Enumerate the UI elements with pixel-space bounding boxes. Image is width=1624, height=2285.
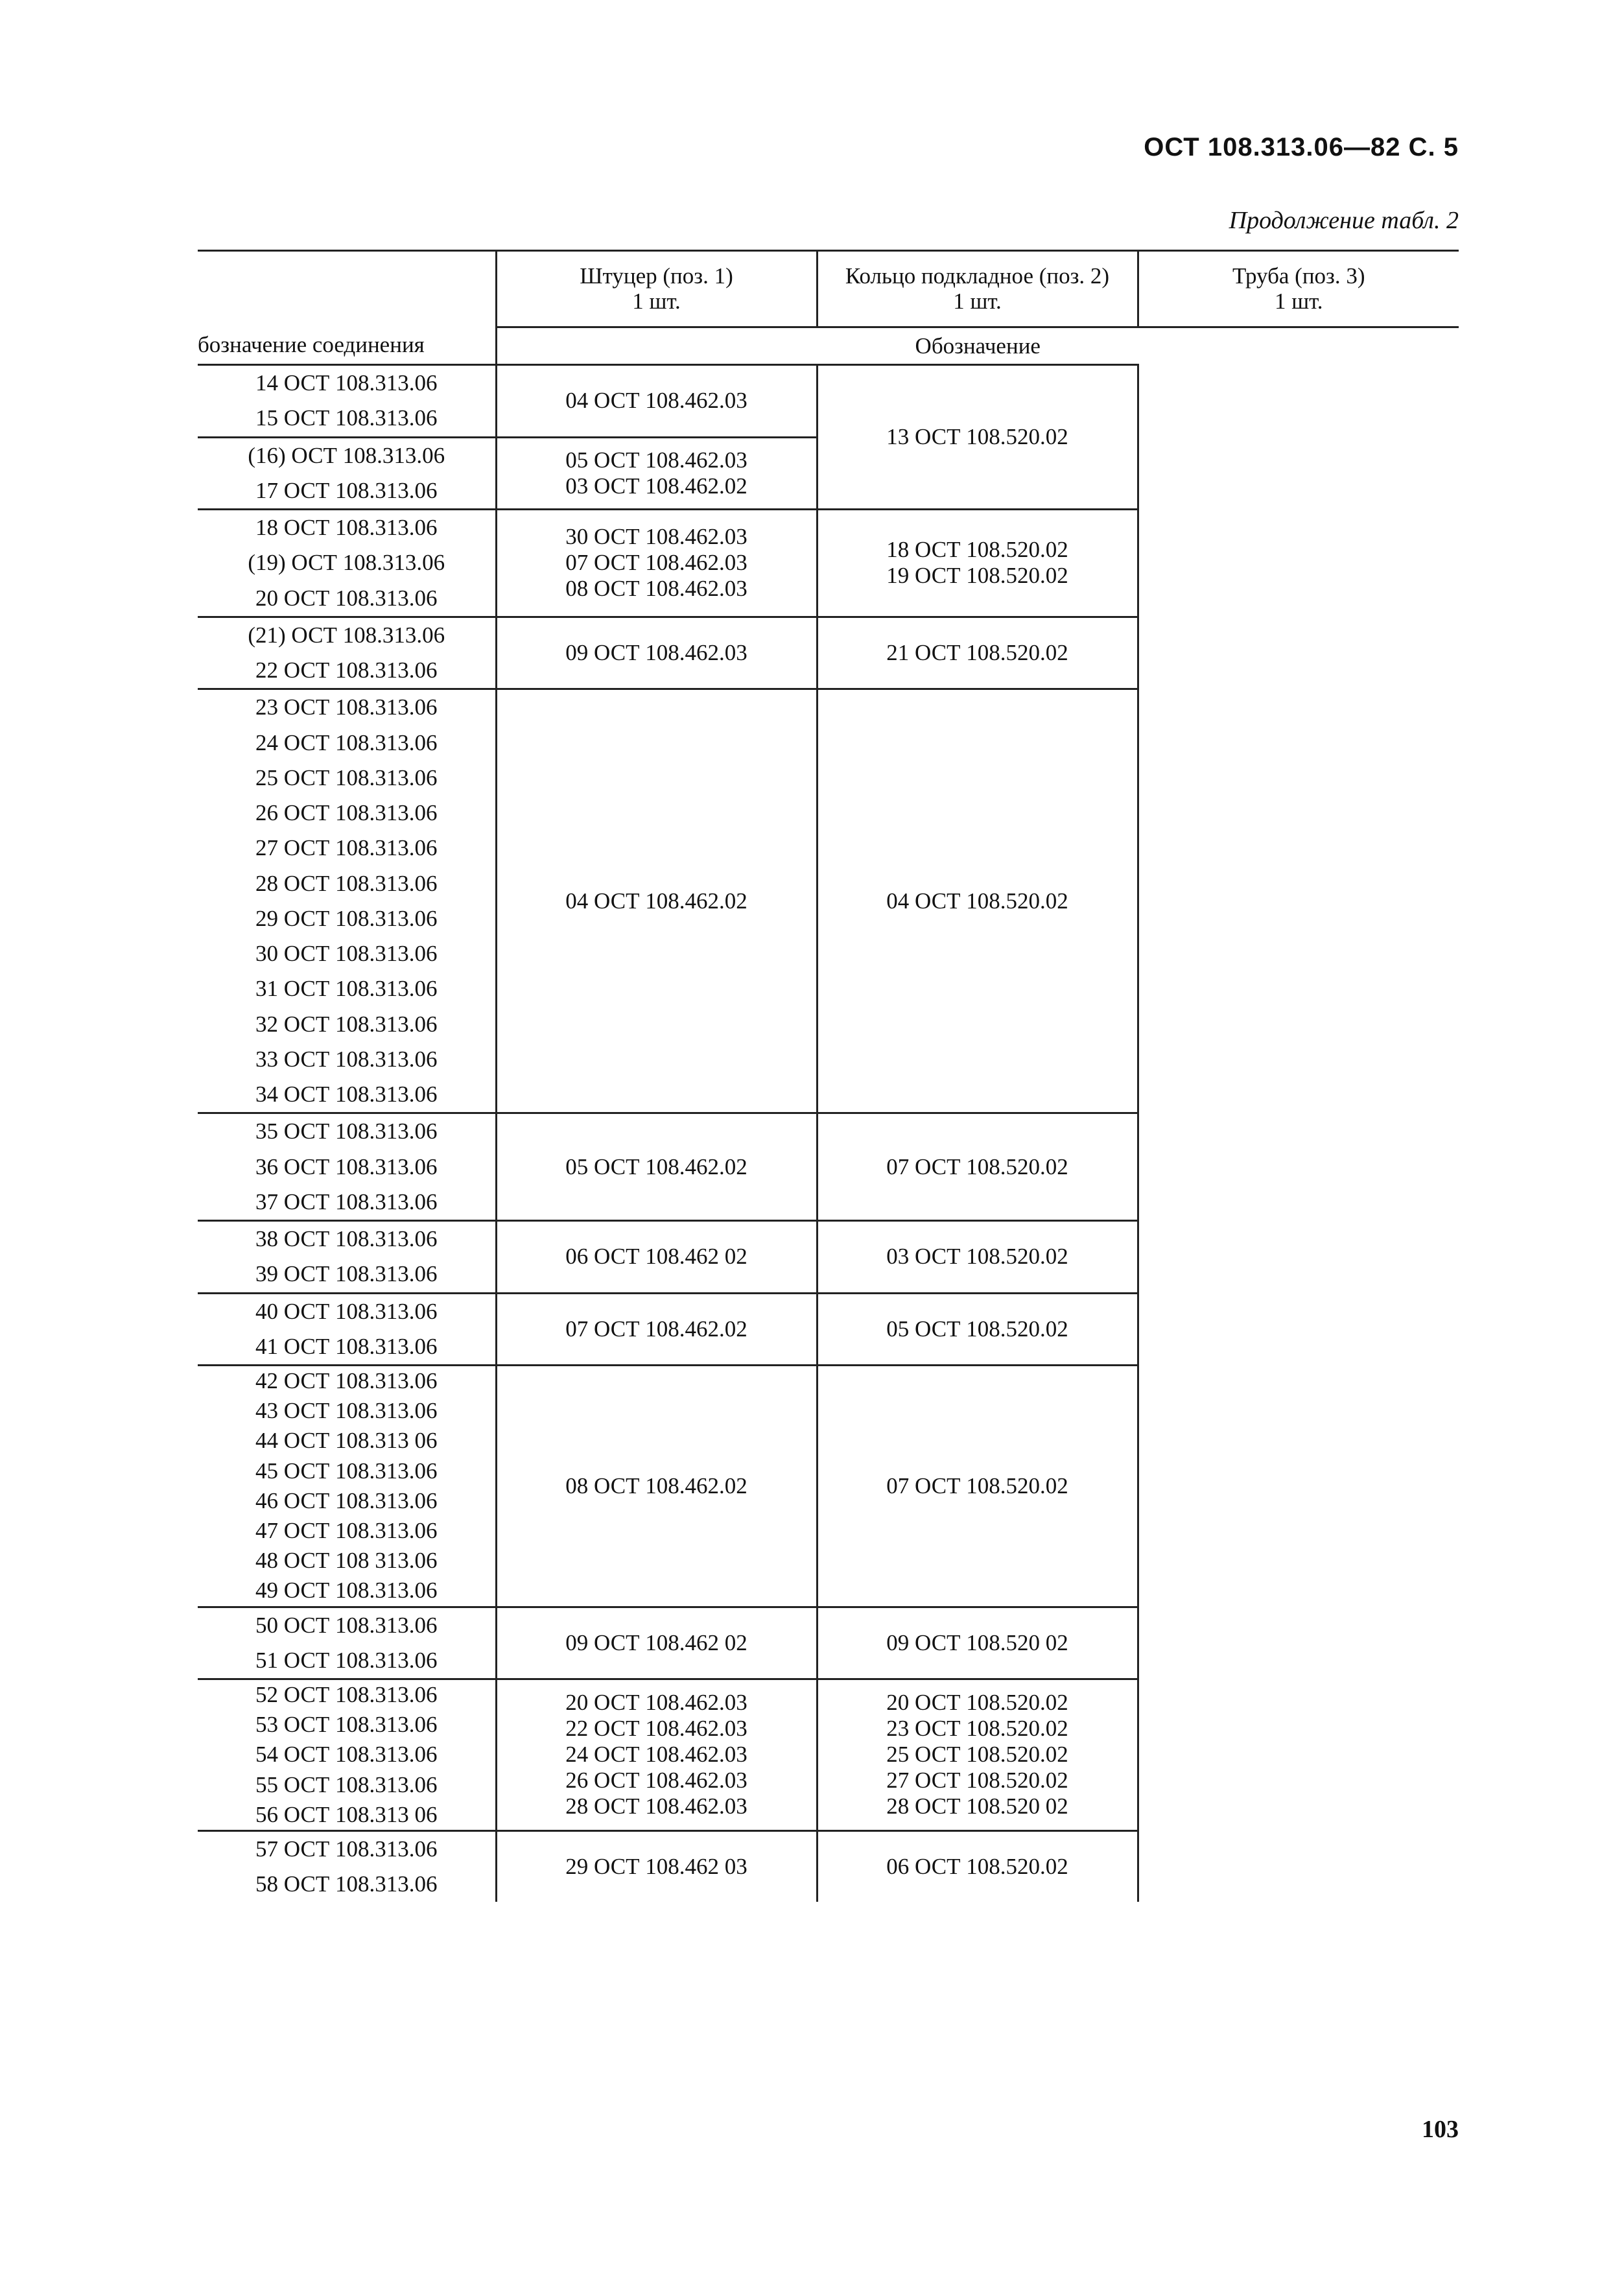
cell-line: 51 ОСТ 108.313.06 [255,1647,438,1673]
truba-cell [1138,689,1459,1113]
connection-designation-cell [198,365,496,438]
header-truba-qty: 1 шт. [1274,288,1323,314]
cell-line: 26 ОСТ 108.313.06 [255,800,438,825]
cell-line: 21 ОСТ 108.520.02 [886,640,1068,665]
page-number: 103 [1422,2116,1459,2143]
shtutser-cell [496,1113,817,1221]
cell-line: 25 ОСТ 108.520.02 [886,1742,1068,1768]
header-koltso-qty: 1 шт. [953,288,1002,314]
cell-line: 50 ОСТ 108.313.06 [255,1612,438,1638]
cell-line: 07 ОСТ 108.520.02 [886,1154,1068,1179]
cell-line: 07 ОСТ 108.520.02 [886,1473,1068,1498]
cell-line: 07 ОСТ 108.462.02 [565,1316,747,1342]
cell-line: (16) ОСТ 108.313.06 [248,442,445,468]
koltso-cell [817,1679,1138,1831]
table-row [198,1221,1459,1294]
cell-line: 26 ОСТ 108.462.03 [565,1768,747,1794]
cell-line: (19) ОСТ 108.313.06 [248,550,445,576]
header-koltso [817,251,1138,327]
shtutser-cell [496,1366,817,1607]
koltso-cell [817,1830,1138,1902]
cell-line: 03 ОСТ 108.462.02 [565,473,747,499]
cell-line: 18 ОСТ 108.313.06 [255,515,438,540]
cell-line: 45 ОСТ 108.313.06 [255,1458,438,1484]
cell-line: 48 ОСТ 108 313.06 [255,1548,438,1574]
table-row [198,1607,1459,1679]
cell-line: 07 ОСТ 108.462.03 [565,550,747,576]
cell-line: 04 ОСТ 108.520.02 [886,888,1068,914]
cell-line: 29 ОСТ 108.313.06 [255,905,438,931]
table-row [198,1366,1459,1607]
cell-line: 28 ОСТ 108.462.03 [565,1794,747,1819]
shtutser-cell [496,689,817,1113]
header-truba [1138,251,1459,327]
shtutser-cell [496,1607,817,1679]
cell-line: 17 ОСТ 108.313.06 [255,477,438,503]
cell-line: 47 ОСТ 108.313.06 [255,1517,438,1543]
cell-line: 27 ОСТ 108.520.02 [886,1768,1068,1794]
cell-line: 30 ОСТ 108.462.03 [565,524,747,550]
cell-line: 41 ОСТ 108.313.06 [255,1333,438,1359]
truba-cell [1138,1293,1459,1366]
truba-cell [1138,365,1459,438]
designation-table [198,250,1459,1902]
cell-line: 55 ОСТ 108.313.06 [255,1771,438,1797]
koltso-cell [817,1113,1138,1221]
cell-line: 44 ОСТ 108.313 06 [255,1428,438,1454]
cell-line: 27 ОСТ 108.313.06 [255,835,438,861]
cell-line: 42 ОСТ 108.313.06 [255,1368,438,1393]
truba-cell [1138,1366,1459,1607]
document-code-header: ОСТ 108.313.06—82 С. 5 [1144,133,1459,161]
truba-cell [1138,1221,1459,1294]
cell-line: 05 ОСТ 108.462.03 [565,447,747,473]
cell-line: 05 ОСТ 108.462.02 [565,1154,747,1179]
cell-line: 20 ОСТ 108.462.03 [565,1690,747,1716]
table-row [198,689,1459,1113]
header-oboznachenie: Обозначение [496,327,1459,365]
cell-line: 29 ОСТ 108.462 03 [565,1854,747,1880]
cell-line: 24 ОСТ 108.313.06 [255,729,438,755]
cell-line: 36 ОСТ 108.313.06 [255,1154,438,1179]
truba-cell [1138,1607,1459,1679]
table-row [198,365,1459,438]
table-header-row [198,251,1459,327]
connection-designation-cell [198,1221,496,1294]
cell-line: 24 ОСТ 108.462.03 [565,1742,747,1768]
shtutser-cell [496,437,817,510]
table-row [198,1293,1459,1366]
cell-line: 33 ОСТ 108.313.06 [255,1046,438,1072]
cell-line: 39 ОСТ 108.313.06 [255,1261,438,1287]
connection-designation-cell [198,1366,496,1607]
table-row [198,617,1459,689]
shtutser-cell [496,1679,817,1831]
koltso-cell [817,1366,1138,1607]
cell-line: 04 ОСТ 108.462.02 [565,888,747,914]
koltso-cell [817,617,1138,689]
truba-cell [1138,437,1459,510]
cell-line: 08 ОСТ 108.462.02 [565,1473,747,1498]
cell-line: 28 ОСТ 108.520 02 [886,1794,1068,1819]
truba-cell [1138,510,1459,617]
connection-designation-cell [198,1607,496,1679]
header-connection-designation: бозначение соединения [198,331,425,357]
cell-line: 49 ОСТ 108.313.06 [255,1578,438,1604]
cell-line: 58 ОСТ 108.313.06 [255,1871,438,1897]
truba-cell [1138,617,1459,689]
cell-line: 28 ОСТ 108.313.06 [255,870,438,896]
connection-designation-cell [198,437,496,510]
cell-line: 31 ОСТ 108.313.06 [255,976,438,1002]
cell-line: 22 ОСТ 108.313.06 [255,657,438,683]
connection-designation-cell [198,617,496,689]
koltso-cell [817,1607,1138,1679]
cell-line: 05 ОСТ 108.520.02 [886,1316,1068,1342]
table-continuation-caption: Продолжение табл. 2 [1229,207,1459,234]
connection-designation-cell [198,1293,496,1366]
cell-line: 18 ОСТ 108.520.02 [886,537,1068,563]
cell-line: 14 ОСТ 108.313.06 [255,370,438,396]
cell-line: 54 ОСТ 108.313.06 [255,1742,438,1768]
cell-line: 30 ОСТ 108.313.06 [255,941,438,966]
shtutser-cell [496,365,817,438]
shtutser-cell [496,1293,817,1366]
connection-designation-cell [198,1113,496,1221]
cell-line: 53 ОСТ 108.313.06 [255,1712,438,1738]
header-truba-title: Труба (поз. 3) [1232,263,1365,289]
table-row [198,510,1459,617]
cell-line: 38 ОСТ 108.313.06 [255,1226,438,1251]
header-shtutser [496,251,817,327]
cell-line: 34 ОСТ 108.313.06 [255,1082,438,1107]
cell-line: 19 ОСТ 108.520.02 [886,563,1068,589]
cell-line: 56 ОСТ 108.313 06 [255,1801,438,1827]
koltso-cell [817,1221,1138,1294]
cell-line: 04 ОСТ 108.462.03 [565,388,747,414]
cell-line: 03 ОСТ 108.520.02 [886,1244,1068,1270]
cell-line: 13 ОСТ 108.520.02 [886,424,1068,449]
connection-designation-cell [198,689,496,1113]
table-row [198,1113,1459,1221]
shtutser-cell [496,1221,817,1294]
shtutser-cell [496,510,817,617]
cell-line: 09 ОСТ 108.462 02 [565,1629,747,1655]
cell-line: 09 ОСТ 108.520 02 [886,1629,1068,1655]
header-shtutser-title: Штуцер (поз. 1) [580,263,733,289]
cell-line: 37 ОСТ 108.313.06 [255,1189,438,1214]
cell-line: 35 ОСТ 108.313.06 [255,1119,438,1144]
cell-line: 06 ОСТ 108.520.02 [886,1854,1068,1880]
cell-line: 43 ОСТ 108.313.06 [255,1398,438,1424]
cell-line: 20 ОСТ 108.520.02 [886,1690,1068,1716]
cell-line: 09 ОСТ 108.462.03 [565,640,747,665]
cell-line: 20 ОСТ 108.313.06 [255,585,438,611]
truba-cell [1138,1113,1459,1221]
connection-designation-cell [198,1679,496,1831]
truba-cell [1138,1830,1459,1902]
cell-line: 32 ОСТ 108.313.06 [255,1011,438,1037]
koltso-cell [817,689,1138,1113]
koltso-cell [817,365,1138,510]
table-row [198,1679,1459,1831]
cell-line: (21) ОСТ 108.313.06 [248,622,445,648]
cell-line: 23 ОСТ 108.313.06 [255,694,438,720]
shtutser-cell [496,1830,817,1902]
cell-line: 40 ОСТ 108.313.06 [255,1298,438,1324]
cell-line: 23 ОСТ 108.520.02 [886,1716,1068,1742]
header-koltso-title: Кольцо подкладное (поз. 2) [845,263,1110,289]
shtutser-cell [496,617,817,689]
truba-cell [1138,1679,1459,1831]
connection-designation-cell [198,510,496,617]
table-row [198,1830,1459,1902]
cell-line: 25 ОСТ 108.313.06 [255,764,438,790]
cell-line: 08 ОСТ 108.462.03 [565,576,747,602]
cell-line: 15 ОСТ 108.313.06 [255,405,438,431]
connection-designation-cell [198,1830,496,1902]
cell-line: 06 ОСТ 108.462 02 [565,1244,747,1270]
koltso-cell [817,1293,1138,1366]
koltso-cell [817,510,1138,617]
cell-line: 57 ОСТ 108.313.06 [255,1836,438,1862]
cell-line: 46 ОСТ 108.313.06 [255,1487,438,1513]
header-shtutser-qty: 1 шт. [632,288,681,314]
cell-line: 22 ОСТ 108.462.03 [565,1716,747,1742]
table-body [198,365,1459,1902]
cell-line: 52 ОСТ 108.313.06 [255,1682,438,1707]
